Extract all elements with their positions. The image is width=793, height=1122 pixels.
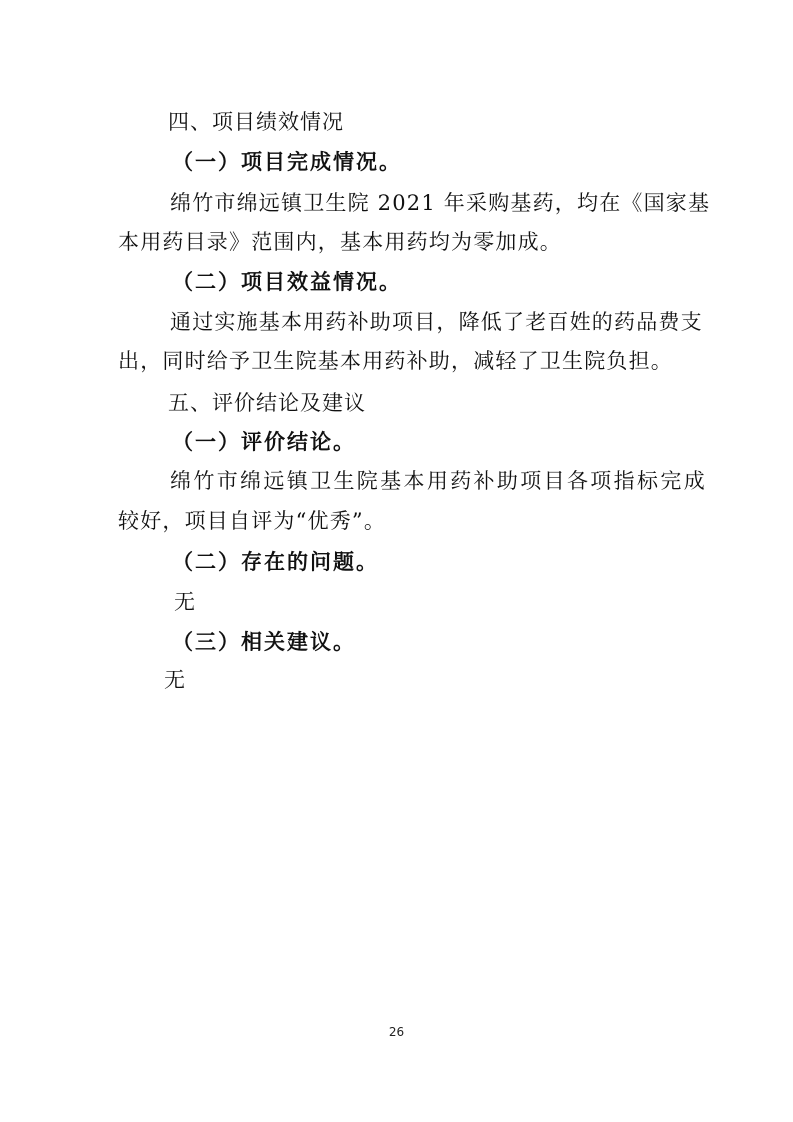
subsection-problems-heading: （二）存在的问题。 xyxy=(172,550,379,574)
conclusion-paragraph-line-1: 绵竹市绵远镇卫生院基本用药补助项目各项指标完成 xyxy=(170,469,708,493)
benefit-paragraph-line-1: 通过实施基本用药补助项目，降低了老百姓的药品费支 xyxy=(170,310,703,334)
benefit-paragraph-line-2: 出，同时给予卫生院基本用药补助，减轻了卫生院负担。 xyxy=(118,349,673,373)
subsection-benefit-heading: （二）项目效益情况。 xyxy=(172,270,402,294)
subsection-conclusion-heading: （一）评价结论。 xyxy=(172,430,356,454)
suggestions-text: 无 xyxy=(164,668,187,692)
completion-paragraph-line-1: 绵竹市绵远镇卫生院 2021 年采购基药，均在《国家基 xyxy=(170,191,711,215)
conclusion-paragraph-line-2: 较好，项目自评为“优秀”。 xyxy=(118,509,387,533)
problems-text: 无 xyxy=(174,590,197,614)
completion-paragraph-line-2: 本用药目录》范围内，基本用药均为零加成。 xyxy=(118,230,562,254)
section-4-heading: 四、项目绩效情况 xyxy=(168,110,344,134)
section-5-heading: 五、评价结论及建议 xyxy=(168,391,366,415)
page-number: 26 xyxy=(388,1025,405,1039)
subsection-suggestions-heading: （三）相关建议。 xyxy=(172,630,356,654)
subsection-completion-heading: （一）项目完成情况。 xyxy=(172,150,402,174)
